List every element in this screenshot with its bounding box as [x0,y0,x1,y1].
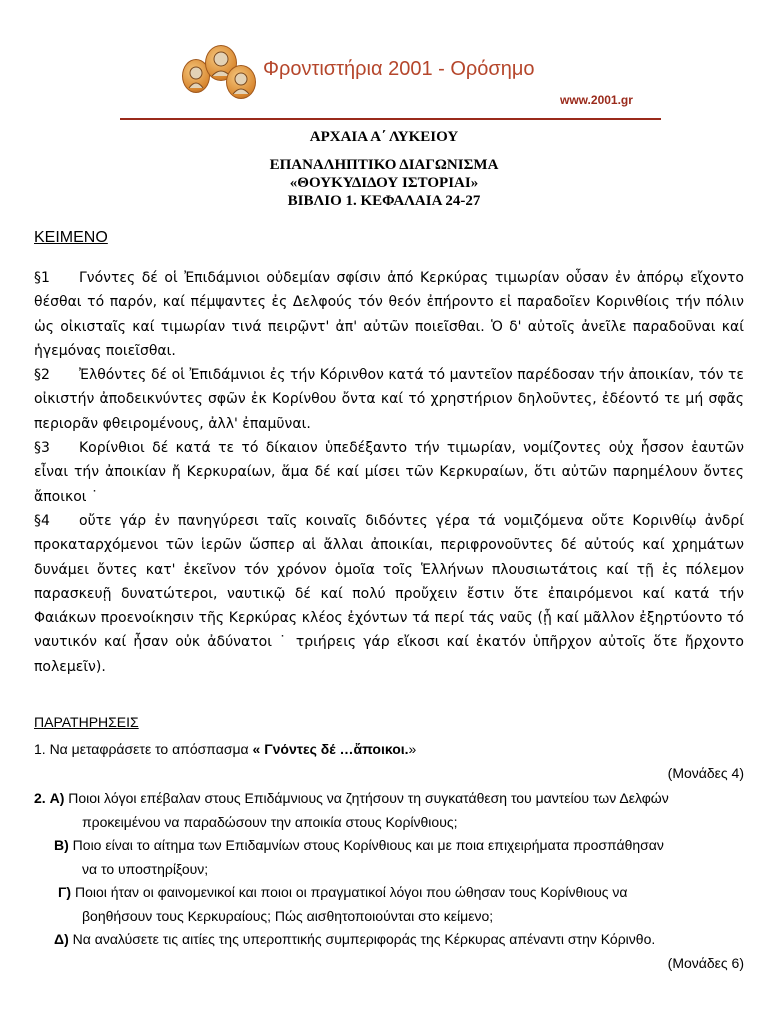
question-2c-cont: βοηθήσουν τους Κερκυραίους; Πώς αισθητοποιούνται στο κείμενο; [82,907,494,924]
site-link[interactable]: www.2001.gr [560,93,633,107]
header-divider [120,118,661,120]
question-2a-cont: προκειμένου να παραδώσουν την αποικία στους Κορίνθιους; [82,813,458,830]
sub-question-text: Ποιοι λόγοι επέβαλαν στους Επιδάμνιους να ζητήσουν τη συγκατάθεση του μαντείου των Δελφών [68,790,669,806]
question-2b [34,834,744,858]
document-titles [0,128,768,210]
paragraph-number: §1 [34,270,50,286]
marks: (Μονάδες 4) [667,764,744,781]
paragraph-number: §4 [34,512,50,529]
sub-question-text: Ποιοι ήταν οι φαινομενικοί και ποιοι οι πραγματικοί λόγοι που ώθησαν τους Κορίνθιους να [74,884,628,900]
question-text-end: » [408,741,417,757]
paragraph [34,436,744,509]
coin-icon [226,65,256,99]
paragraph-text: Ἐλθόντες δέ οἱ Ἐπιδάμνιοι ἐς τήν Κόρινθον κατά τό μαντεῖον παρέδοσαν τήν ἀποικίαν, τόν τε οἰκιστήν ἀποδεικνύντες σφῶν ἐκ Κορίνθου ὄντα καί τό χρηστήριον δηλοῦντες, ἐδέοντό τε μή σφᾶς περιορᾶν φθειρομένους, ἀλλ' ἐπαμῦναι. [34,367,744,432]
paragraph-number: §3 [34,440,50,457]
exam-title: ΕΠΑΝΑΛΗΠΤΙΚΟ ΔΙΑΓΩΝΙΣΜΑ [269,157,499,173]
brand-title: Φροντιστήρια 2001 - Ορόσημο [263,58,535,80]
remarks-heading: ΠΑΡΑΤΗΡΗΣΕΙΣ [34,714,139,730]
paragraph [34,266,744,363]
paragraph [34,509,744,679]
sub-label: Γ) [58,884,72,900]
question-2d [34,928,744,952]
question-2c [34,881,744,905]
text-heading: ΚΕΙΜΕΝΟ [34,229,108,246]
sub-question-text: Ποιο είναι το αίτημα των Επιδαμνίων στους Κορίνθιους και με ποια επιχειρήματα προσπάθησαν [72,837,664,853]
quoted-passage: « Γνόντες δέ …ἄποικοι. [252,741,409,757]
question-2b-cont: να το υποστηρίξουν; [82,860,209,877]
question-2a [34,787,744,811]
subject-title: ΑΡΧΑΙΑ Α΄ ΛΥΚΕΙΟΥ [309,129,459,145]
logo [182,45,260,100]
paragraph-text: Κορίνθιοι δέ κατά τε τό δίκαιον ὑπεδέξαντο τήν τιμωρίαν, νομίζοντες οὐχ ἧσσον ἑαυτῶν εἶναι τήν ἀποικίαν ἤ Κερκυραίων, ἅμα δέ καί μίσει τῶν Κερκυραίων, ὅτι αὐτῶν παρημέλουν ὄντες ἄποικοι ˙ [34,440,744,505]
sub-label: Δ) [54,931,69,947]
work-title: «ΘΟΥΚΥΔΙΔΟΥ ΙΣΤΟΡΙΑΙ» [289,175,479,191]
sub-question-text: Να αναλύσετε τις αιτίες της υπεροπτικής συμπεριφοράς της Κέρκυρας απέναντι στην Κόρινθο. [72,931,656,947]
question-number: 2. [34,790,46,806]
question-text: 1. Να μεταφράσετε το απόσπασμα [34,741,253,757]
marks: (Μονάδες 6) [667,954,744,971]
paragraph-text: οὔτε γάρ ἐν πανηγύρεσι ταῖς κοιναῖς διδόντες γέρα τά νομιζόμενα οὔτε Κορινθίῳ ἀνδρί προκαταρχόμενοι τῶν ἱερῶν ὥσπερ αἱ ἄλλαι ἀποικίαι, περιφρονοῦντες δέ αὐτούς καί χρημάτων δυνάμει ὄντες κατ' ἐκεῖνον τόν χρόνον ὁμοῖα τοῖς Ἑλλήνων πλουσιωτάτοις καί τῇ ἐς πόλεμον παρασκευῇ δυνατώτεροι, ναυτικῷ δέ καί πολύ προὔχειν ἔστιν ὅτε ἐπαιρόμενοι καί κατά τήν Φαιάκων προενοίκησιν τῆς Κερκύρας κλέος ἐχόντων τά περί τάς ναῦς (ᾗ καί μᾶλλον ἐξηρτύοντο τό ναυτικόν καί ἦσαν οὐκ ἀδύνατοι ˙ τριήρεις γάρ εἴκοσι καί ἑκατόν ὑπῆρχον αὐτοῖς ὅτε ἤρχοντο πολεμεῖν). [34,512,744,675]
question-1 [34,738,744,762]
chapter-title: ΒΙΒΛΙΟ 1. ΚΕΦΑΛΑΙΑ 24-27 [287,193,481,209]
sub-label: Α) [49,790,65,806]
questions [34,738,744,975]
paragraph-text: Γνόντες δέ οἱ Ἐπιδάμνιοι οὐδεμίαν σφίσιν ἀπό Κερκύρας τιμωρίαν οὖσαν ἐν ἀπόρῳ εἴχοντο θέσθαι τό παρόν, καί πέμψαντες ἐς Δελφούς τόν θεόν ἐπήροντο εἰ παραδοῖεν Κορινθίοις τήν πόλιν ὡς οἰκισταῖς καί τιμωρίαν τινά πειρῷντ' ἀπ' αὐτῶν ποιεῖσθαι. Ὁ δ' αὐτοῖς ἀνεῖλε παραδοῦναι καί ἡγεμόνας ποιεῖσθαι. [34,270,744,359]
paragraph [34,363,744,436]
greek-text [34,266,744,679]
sub-label: Β) [54,837,69,853]
paragraph-number: §2 [34,367,50,384]
page-header [0,0,768,125]
